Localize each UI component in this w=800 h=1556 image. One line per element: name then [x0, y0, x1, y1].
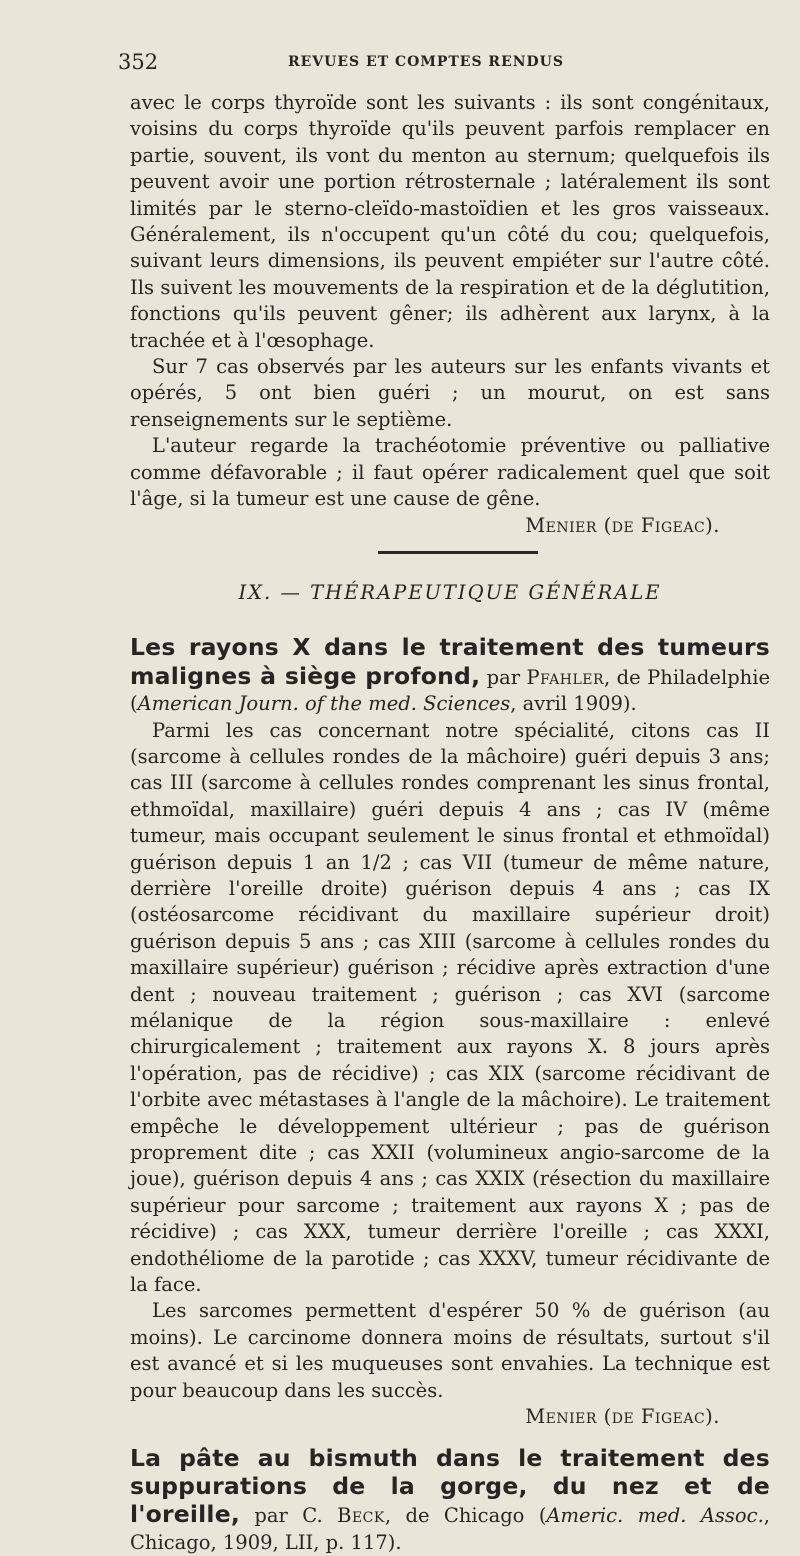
section-divider — [378, 551, 538, 554]
article2-title: Les rayons X dans le traitement des tumeurs malignes à siège profond, — [130, 633, 770, 689]
article3-author: Beck — [337, 1504, 385, 1527]
section-title: IX. — THÉRAPEUTIQUE GÉNÉRALE — [130, 580, 770, 606]
article3-title: La pâte au bismuth dans le traitement des suppurations de la gorge, du nez et de l'oreille, — [130, 1444, 770, 1529]
page-body — [130, 90, 770, 1556]
article2-journal: American Journ. of the med. Sciences — [138, 692, 511, 715]
article2-signature: Menier (de Figeac). — [525, 1404, 720, 1430]
article1-signature-line — [130, 513, 770, 539]
running-title: REVUES ET COMPTES RENDUS — [288, 54, 564, 70]
article2-paragraph-1: Parmi les cas concernant notre spécialité, citons cas II (sarcome à cellules rondes de la mâchoire) guéri depuis 3 ans; cas III (sarcome à cellules rondes comprenant les sinus frontal, ethmoïdal, maxillaire) guéri depuis 4 ans ; cas IV (même tumeur, mais occupant seulement le sinus frontal et ethmoïdal) guérison depuis 1 an 1/2 ; cas VII (tumeur de même nature, derrière l'oreille droite) guérison depuis 4 ans ; cas IX (ostéosarcome récidivant du maxillaire supérieur droit) guérison depuis 5 ans ; cas XIII (sarcome à cellules rondes du maxillaire supérieur) guérison ; récidive après extraction d'une dent ; nouveau traitement ; guérison ; cas XVI (sarcome mélanique de la région sous-maxillaire : enlevé chirurgicalement ; traitement aux rayons X. 8 jours après l'opération, pas de récidive) ; cas XIX (sarcome récidivant de l'orbite avec métastases à l'angle de la mâchoire). Le traitement empêche le développement ultérieur ; pas de guérison proprement dite ; cas XXII (volumineux angio-sarcome de la joue), guérison depuis 4 ans ; cas XXIX (résection du maxillaire supérieur pour sarcome ; traitement aux rayons X ; pas de récidive) ; cas XXX, tumeur derrière l'oreille ; cas XXXI, endothéliome de la parotide ; cas XXXV, tumeur récidivante de la face. — [130, 718, 770, 1299]
article2-author: Pfahler — [527, 666, 605, 689]
page-number: 352 — [118, 50, 158, 74]
article3-journal: Americ. med. Assoc. — [546, 1504, 763, 1527]
article2-heading: Les rayons X dans le traitement des tumeurs malignes à siège profond, par Pfahler, de Philadelphie (American Journ. of the med. Sciences, avril 1909). — [130, 634, 770, 717]
article1-paragraph-2: Sur 7 cas observés par les auteurs sur les enfants vivants et opérés, 5 ont bien guéri ; un mourut, on est sans renseignements sur le septième. — [130, 354, 770, 433]
page-header — [118, 50, 740, 74]
article1-signature: Menier (de Figeac). — [525, 513, 720, 539]
article3-heading: La pâte au bismuth dans le traitement des suppurations de la gorge, du nez et de l'oreille, par C. Beck, de Chicago (Americ. med. Assoc., Chicago, 1909, LII, p. 117). — [130, 1445, 770, 1556]
article1-paragraph-3: L'auteur regarde la trachéotomie préventive ou palliative comme défavorable ; il faut opérer radicalement quel que soit l'âge, si la tumeur est une cause de gêne. — [130, 433, 770, 512]
article2-paragraph-2: Les sarcomes permettent d'espérer 50 % de guérison (au moins). Le carcinome donnera moins de résultats, surtout s'il est avancé et si les muqueuses sont envahies. La technique est pour beaucoup dans les succès. — [130, 1298, 770, 1404]
article2-signature-line — [130, 1404, 770, 1430]
article1-paragraph-1: avec le corps thyroïde sont les suivants : ils sont congénitaux, voisins du corps thyroïde qu'ils peuvent parfois remplacer en partie, souvent, ils vont du menton au sternum; quelquefois ils peuvent avoir une portion rétrosternale ; latéralement ils sont limités par le sterno-cleïdo-mastoïdien et les gros vaisseaux. Généralement, ils n'occupent qu'un côté du cou; quelquefois, suivant leurs dimensions, ils peuvent empiéter sur l'autre côté. Ils suivent les mouvements de la respiration et de la déglutition, fonctions qu'ils peuvent gêner; ils adhèrent aux larynx, à la trachée et à l'œsophage. — [130, 90, 770, 354]
